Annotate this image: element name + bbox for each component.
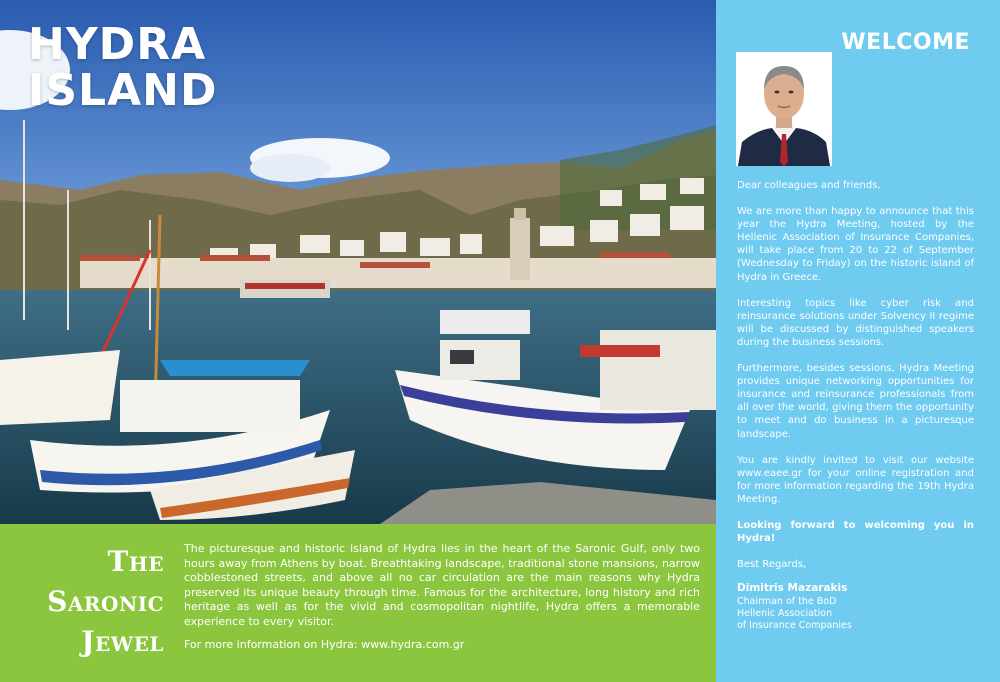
signer-name: Dimitris Mazarakis [737,582,848,595]
signature-block [737,582,974,632]
welcome-panel [716,0,1000,682]
saronic-section [0,524,716,682]
saronic-title-line2: Saronic [47,585,164,618]
welcome-letter [737,179,974,632]
welcome-title: WELCOME [841,30,970,55]
signer-role-companies: of Insurance Companies [737,620,852,632]
letter-paragraph-topics: Interesting topics like cyber risk and reinsurance solutions under Solvency II regime will be discussed by distinguished speakers during the business sessions. [737,297,974,348]
portrait-photo [736,52,832,166]
signer-role-association: Hellenic Association [737,608,833,620]
saronic-title-line3: Jewel [81,625,164,658]
letter-paragraph-networking: Furthermore, besides sessions, Hydra Meeting provides unique networking opportunities for insurance and reinsurance professionals from all over the world, giving them the opportunity to meet and do business in a picturesque landscape. [737,363,974,440]
hydra-website-info[interactable]: For more information on Hydra: www.hydra.com.gr [184,638,465,651]
letter-paragraph-announcement: We are more than happy to announce that this year the Hydra Meeting, hosted by the Hellenic Association of Insurance Companies, will take place from 20 to 22 of September (Wednesday to Friday) on the historic island of Hydra in Greece. [737,206,974,283]
title-line-hydra: HYDRA [28,19,207,70]
letter-greeting: Dear colleagues and friends, [737,180,881,191]
letter-closing: Looking forward to welcoming you in Hydra! [737,519,974,545]
saronic-description: The picturesque and historic island of Hydra lies in the heart of the Saronic Gulf, only two hours away from Athens by boat. Breathtaking landscape, traditional stone mansions, narrow cobblestoned streets, and above all no car circulation are the main reasons why Hydra preserved its unique beauty through time. Famous for the architecture, long history and rich heritage as well as for the vivid and cosmopolitan nightlife, Hydra offers a memorable experience to every visitor. [184,542,700,628]
saronic-title [47,542,164,662]
letter-regards: Best Regards, [737,559,807,571]
portrait-illustration [736,52,832,166]
letter-paragraph-registration[interactable]: You are kindly invited to visit our website www.eaee.gr for your online registration and for more information regarding the 19th Hydra Meeting. [737,454,974,505]
signer-role-chairman: Chairman of the BoD [737,596,837,608]
title-line-island: ISLAND [28,65,218,116]
saronic-title-line1: The [107,545,164,578]
island-title [28,19,218,116]
